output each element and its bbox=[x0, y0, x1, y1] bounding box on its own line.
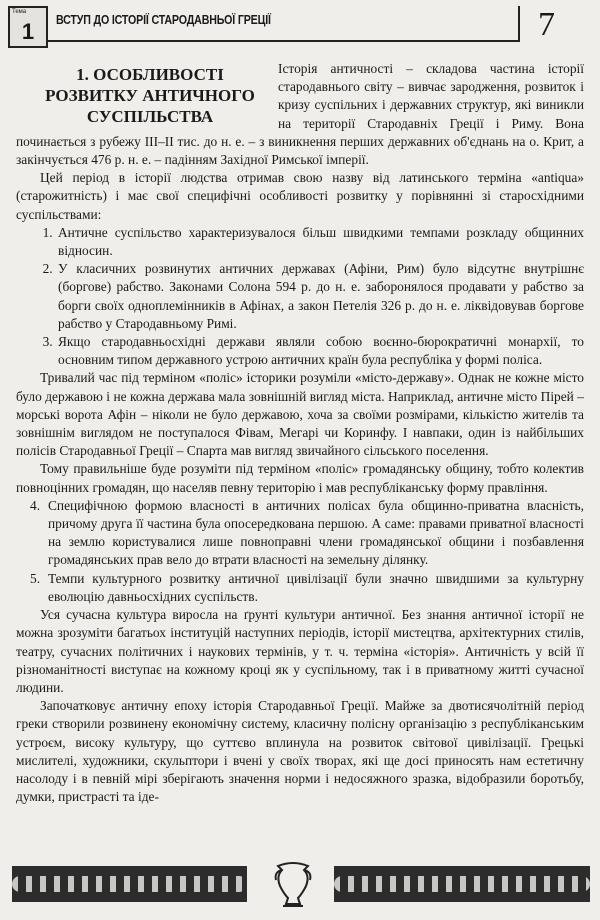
paragraph-intro: Історія античності – складова частина історії стародавнього світу – вивчає зародження, розвиток і кризу суспільних і державних структур, які виникли на території Стародавніх Греції і Риму. Вона починається з рубежу III–II тис. до н. е. – з виникнення перших державних об'єднань на о. Крит, а закінчується 476 р. н. е. – падінням Західної Римської імперії. bbox=[16, 61, 584, 168]
ornament-band-right bbox=[334, 866, 590, 902]
paragraph-culture: Уся сучасна культура виросла на ґрунті культури античної. Без знання античної історії не можна зрозуміти багатьох інституцій наступних періодів, історії мистецтва, архітектурних стилів, театру, сучасних політичних і наукових термінів, у т. ч. терміна «історія». Античність у всій її різноманітності виступає на кожному кроці як у суспільному, так і в приватному житті сучасної людини. bbox=[16, 607, 584, 695]
list-item: 1. Античне суспільство характеризувалося більш швидкими темпами розкладу общинних відносин. bbox=[56, 224, 584, 260]
list-item bbox=[30, 570, 584, 606]
page-body bbox=[16, 60, 584, 806]
list-item: 3. Якщо стародавньосхідні держави являли собою воєнно-бюрократичні монархії, то основним типом державного устрою античних країн була республіка у формі поліса. bbox=[56, 333, 584, 369]
list-item bbox=[30, 497, 584, 570]
ornament-band-left bbox=[12, 866, 247, 902]
section-heading bbox=[32, 64, 268, 127]
list-item-number: 4. bbox=[30, 497, 41, 513]
page-number: 7 bbox=[538, 6, 555, 43]
features-list-continued bbox=[16, 497, 584, 606]
paragraph-greece: Започатковує античну епоху історія Стародавньої Греції. Майже за двотисячолітній період греки створили розвинену економічну систему, класичну полісну організацію з республіканським устроєм, високу культуру, що суттєво вплинула на розвиток світової цивілізації. Грецькі мислителі, художники, скульптори і вчені у своїх творах, які ще досі приносять нам естетичну насолоду і в певній мірі зберігають значення норми і недосяжного зразка, відобразили боротьбу, думки, пристрасті та іде- bbox=[16, 698, 584, 805]
chapter-box bbox=[8, 6, 48, 48]
section-heading-line: РОЗВИТКУ АНТИЧНОГО bbox=[45, 86, 255, 105]
paragraph-period: Цей період в історії людства отримав свою назву від латинського терміна «antiqua» (старожитність) і має свої специфічні особливості розвитку у порівнянні зі старосхідними суспільствами: bbox=[16, 170, 584, 222]
section-heading-line: 1. ОСОБЛИВОСТІ bbox=[76, 65, 224, 84]
header-divider bbox=[518, 6, 520, 42]
list-item-number: 5. bbox=[30, 570, 41, 586]
paragraph-polis: Тривалий час під терміном «поліс» історики розуміли «місто-державу». Однак не кожне місто було державою і не кожна держава мала зовнішній вигляд міста. Наприклад, античне місто Пірей – морські ворота Афін – ніколи не було державою, хоча за своїми розмірами, кількістю жителів та зовнішнім виглядом не поступалося Фівам, Мегарі чи Коринфу. І навпаки, один із найбільших полісів Стародавньої Греції – Спарта мав вигляд звичайного сільського поселення. bbox=[16, 370, 584, 459]
header-rule bbox=[48, 40, 518, 42]
chapter-label: Тема bbox=[12, 9, 27, 15]
list-item-text: Специфічною формою власності в античних полісах була общинно-приватна власність, причому друга її частина була опосередкована першою. А саме: правами приватної власності на землю користувалися лише повноправні члени громадянської общини і позбавлення громадянських прав вело до втрати власності на земельну ділянку. bbox=[48, 497, 584, 568]
section-heading-line: СУСПІЛЬСТВА bbox=[86, 107, 214, 126]
page-header bbox=[8, 6, 588, 48]
paragraph-polis-definition: Тому правильніше буде розуміти під терміном «поліс» громадянську общину, тобто колектив повноцінних громадян, що населяв певну територію і мав республіканську форму правління. bbox=[16, 461, 584, 495]
features-list bbox=[16, 224, 584, 370]
list-item: 2. У класичних розвинутих античних державах (Афіни, Рим) було відсутнє внутрішнє (боргове) рабство. Законами Солона 594 р. до н. е. заборонялося продавати у рабство за борги своїх одноплемінників в Афінах, а закон Петелія 326 р. до н. е. ліквідовував боргове рабство у Стародавньому Римі. bbox=[56, 260, 584, 333]
amphora-icon bbox=[270, 858, 316, 910]
footer-ornament bbox=[12, 858, 590, 910]
list-item-text: Темпи культурного розвитку античної цивілізації були значно швидшими за культурну еволюцію давньосхідних суспільств. bbox=[48, 570, 584, 604]
chapter-number: 1 bbox=[21, 19, 35, 44]
running-title: ВСТУП ДО ІСТОРІЇ СТАРОДАВНЬОЇ ГРЕЦІЇ bbox=[56, 12, 271, 27]
